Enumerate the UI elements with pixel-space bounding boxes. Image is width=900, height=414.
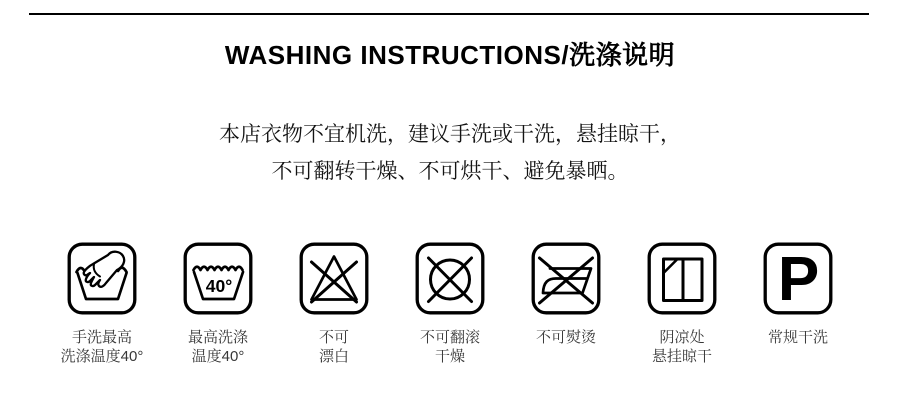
care-symbol-hand-wash: [60, 242, 144, 366]
dry-in-shade-icon: [647, 242, 717, 315]
wash-temp-40-icon: [183, 242, 253, 315]
care-symbol-label: 阴凉处 悬挂晾干: [651, 329, 712, 365]
care-symbol-do-not-tumble-dry: [415, 242, 485, 366]
top-divider-line: [29, 13, 869, 15]
care-symbol-dry-clean: [763, 242, 833, 366]
svg-text:P: P: [777, 245, 820, 314]
do-not-iron-icon: [531, 242, 601, 315]
care-symbol-dry-in-shade: [647, 242, 717, 366]
section-title: WASHING INSTRUCTIONS/洗涤说明: [224, 40, 676, 70]
care-symbol-do-not-iron: [531, 242, 601, 366]
do-not-tumble-dry-icon: [415, 242, 485, 315]
care-symbol-label: 常规干洗: [767, 329, 828, 346]
care-symbol-do-not-bleach: [299, 242, 369, 366]
do-not-bleach-icon: [299, 242, 369, 315]
care-description-line1: 本店衣物不宜机洗，建议手洗或干洗，悬挂晾干，: [219, 123, 681, 146]
hand-wash-icon: [67, 242, 137, 315]
care-symbol-label: 手洗最高 洗涤温度40°: [60, 329, 144, 365]
svg-text:40°: 40°: [205, 276, 233, 296]
care-symbol-label: 不可翻滚 干燥: [419, 329, 480, 365]
care-symbol-label: 最高洗涤 温度40°: [187, 329, 248, 365]
care-symbol-label: 不可熨烫: [535, 329, 596, 346]
care-description: [0, 116, 900, 190]
care-symbol-label: 不可 漂白: [318, 329, 349, 365]
dry-clean-icon: [763, 242, 833, 315]
care-description-line2: 不可翻转干燥、不可烘干、避免暴晒。: [271, 160, 629, 183]
care-symbols-row: [0, 242, 900, 366]
care-symbol-wash-temp-40: [183, 242, 253, 366]
